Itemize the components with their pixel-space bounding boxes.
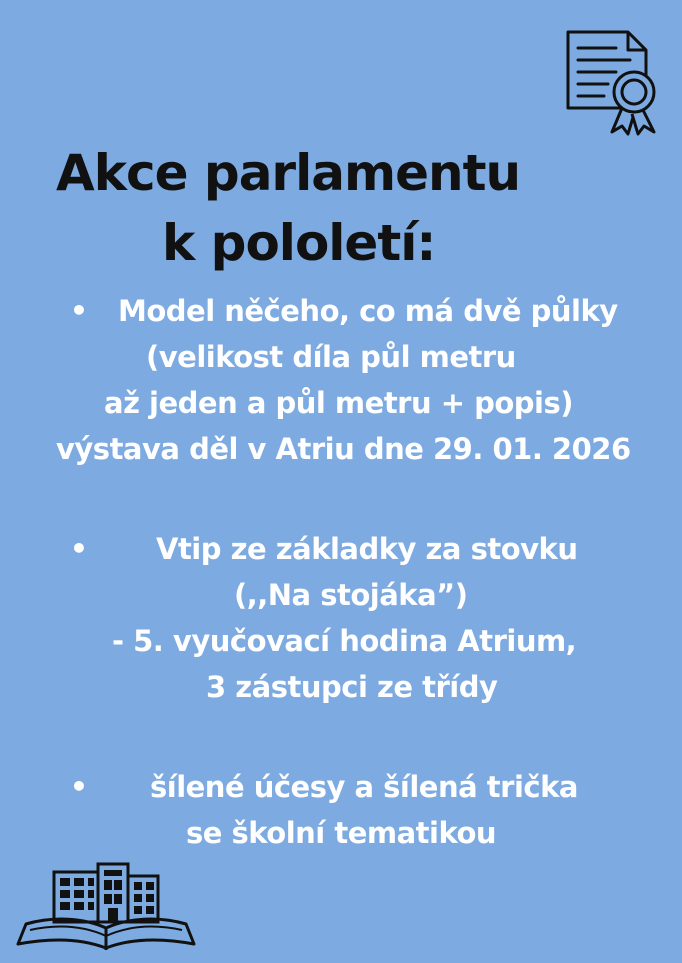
item-line: - 5. vyučovací hodina Atrium, <box>112 624 577 658</box>
item-line: Vtip ze základky za stovku <box>156 532 578 566</box>
item-line: 3 zástupci ze třídy <box>206 670 498 704</box>
certificate-icon <box>560 26 664 138</box>
bullet: • <box>70 294 88 327</box>
title-line-2: k pololetí: <box>162 214 436 272</box>
bullet: • <box>70 532 88 565</box>
item-line: (velikost díla půl metru <box>146 340 516 374</box>
title-line-1: Akce parlamentu <box>56 144 521 202</box>
item-line: (,,Na stojáka”) <box>234 578 468 612</box>
school-book-icon <box>14 858 198 954</box>
item-line: Model něčeho, co má dvě půlky <box>118 294 618 328</box>
bullet: • <box>70 770 88 803</box>
item-line: šílené účesy a šílená trička <box>150 770 578 804</box>
item-line: se školní tematikou <box>186 816 497 850</box>
item-line: až jeden a půl metru + popis) <box>104 386 574 420</box>
item-line: výstava děl v Atriu dne 29. 01. 2026 <box>56 432 631 466</box>
